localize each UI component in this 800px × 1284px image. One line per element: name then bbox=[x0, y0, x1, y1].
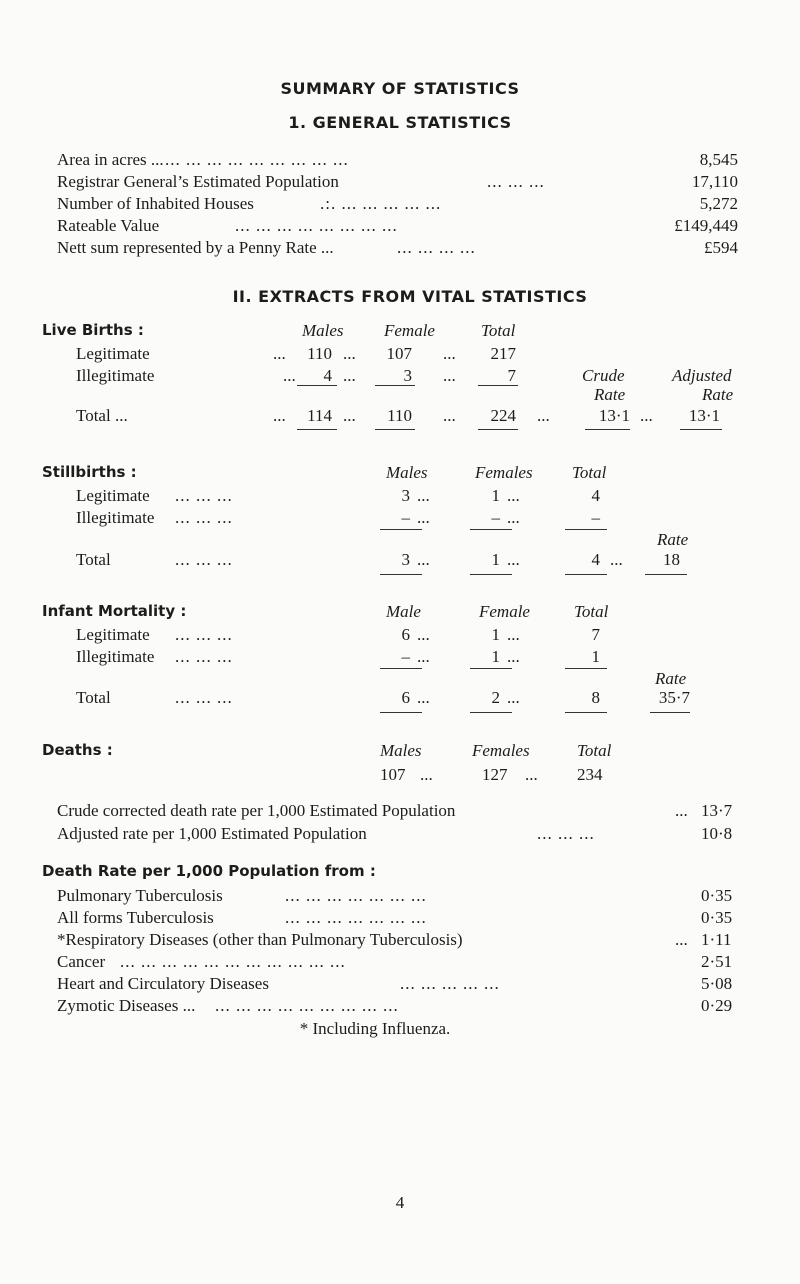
death-rate-label: Adjusted rate per 1,000 Estimated Population bbox=[57, 824, 367, 843]
footnote: * Including Influenza. bbox=[299, 1019, 451, 1038]
rate-value: 18 bbox=[663, 550, 680, 569]
row-label: Legitimate bbox=[76, 344, 150, 363]
cell-value: 1 bbox=[591, 647, 600, 666]
column-rule bbox=[470, 574, 512, 575]
dot-leader: ... bbox=[675, 930, 688, 949]
column-rule bbox=[380, 668, 422, 669]
dot-leader: ... ... ... ... ... ... ... ... ... bbox=[165, 150, 349, 169]
cell-value: 1 bbox=[491, 486, 500, 505]
row-label: Legitimate bbox=[76, 625, 150, 644]
cell-value: 6 bbox=[401, 688, 410, 707]
death-rate-label: Crude corrected death rate per 1,000 Estimated Population bbox=[57, 801, 456, 820]
rate-head: Rate bbox=[655, 669, 687, 688]
dot-leader: ... bbox=[343, 406, 356, 425]
cell-value: 2 bbox=[491, 688, 500, 707]
col-head: Female bbox=[384, 321, 435, 340]
cell-value: – bbox=[591, 508, 600, 527]
cell-value: – bbox=[401, 508, 410, 527]
general-value: 8,545 bbox=[699, 150, 738, 169]
cell-value: 110 bbox=[387, 406, 412, 425]
column-rule bbox=[380, 529, 422, 530]
adjusted-rate-value: 13·1 bbox=[688, 406, 720, 425]
death-rate-value: 10·8 bbox=[701, 824, 733, 843]
dot-leader: ... ... ... ... ... ... ... ... ... bbox=[215, 996, 399, 1015]
dot-leader: ... bbox=[343, 344, 356, 363]
column-rule bbox=[297, 429, 337, 430]
live-births-heading: Live Births : bbox=[42, 321, 144, 339]
cause-label: Pulmonary Tuberculosis bbox=[57, 886, 223, 905]
cell-value: 4 bbox=[323, 366, 332, 385]
dot-leader: ... bbox=[675, 801, 688, 820]
column-rule bbox=[297, 385, 337, 386]
col-head: Males bbox=[380, 741, 422, 760]
cell-value: 224 bbox=[490, 406, 516, 425]
dot-leader: ... bbox=[420, 765, 433, 784]
crude-rate-head: Rate bbox=[594, 385, 626, 404]
rate-value: 35·7 bbox=[658, 688, 690, 707]
dot-leader: ... ... ... ... ... bbox=[400, 974, 500, 993]
col-head: Females bbox=[472, 741, 530, 760]
dot-leader: ... bbox=[507, 486, 520, 505]
row-label: Legitimate bbox=[76, 486, 150, 505]
row-label: Total bbox=[76, 550, 111, 569]
column-rule bbox=[680, 429, 722, 430]
cell-value: 1 bbox=[491, 625, 500, 644]
dot-leader: ... ... ... bbox=[175, 508, 233, 527]
dot-leader: ... bbox=[443, 344, 456, 363]
dot-leader: ... ... ... bbox=[175, 550, 233, 569]
cell-value: 4 bbox=[591, 486, 600, 505]
deaths-heading: Deaths : bbox=[42, 741, 113, 759]
dot-leader: ... ... ... bbox=[175, 486, 233, 505]
general-value: £149,449 bbox=[674, 216, 738, 235]
cell-value: – bbox=[401, 647, 410, 666]
dot-leader: ... bbox=[507, 688, 520, 707]
dot-leader: ... bbox=[417, 486, 430, 505]
cell-value: 114 bbox=[307, 406, 332, 425]
column-rule bbox=[565, 668, 607, 669]
general-value: £594 bbox=[704, 238, 738, 257]
cell-value: – bbox=[491, 508, 500, 527]
col-head: Males bbox=[302, 321, 344, 340]
cell-value: 110 bbox=[307, 344, 332, 363]
dot-leader: ... bbox=[273, 406, 286, 425]
cause-value: 1·11 bbox=[701, 930, 732, 949]
cell-value: 6 bbox=[401, 625, 410, 644]
cell-value: 1 bbox=[491, 550, 500, 569]
dot-leader: ... ... ... bbox=[175, 625, 233, 644]
cause-label: Cancer bbox=[57, 952, 106, 971]
general-label: Rateable Value bbox=[57, 216, 160, 235]
death-rate-heading: Death Rate per 1,000 Population from : bbox=[42, 862, 376, 880]
column-rule bbox=[478, 429, 518, 430]
col-head: Total bbox=[574, 602, 609, 621]
column-rule bbox=[375, 385, 415, 386]
dot-leader: ... bbox=[507, 550, 520, 569]
column-rule bbox=[375, 429, 415, 430]
cause-label: All forms Tuberculosis bbox=[57, 908, 214, 927]
cause-value: 0·35 bbox=[701, 908, 733, 927]
column-rule bbox=[650, 712, 690, 713]
dot-leader: ... ... ... ... ... ... ... bbox=[285, 886, 427, 905]
col-head: Female bbox=[479, 602, 530, 621]
dot-leader: ... bbox=[417, 625, 430, 644]
dot-leader: ... bbox=[417, 647, 430, 666]
cell-value: 217 bbox=[490, 344, 516, 363]
row-label: Illegitimate bbox=[76, 647, 155, 666]
death-rate-value: 13·7 bbox=[701, 801, 733, 820]
general-label: Registrar General’s Estimated Population bbox=[57, 172, 339, 191]
column-rule bbox=[478, 385, 518, 386]
dot-leader: ... ... ... ... ... ... ... ... bbox=[235, 216, 398, 235]
dot-leader: ... bbox=[507, 625, 520, 644]
col-head: Total bbox=[572, 463, 607, 482]
dot-leader: ... bbox=[343, 366, 356, 385]
dot-leader: ... ... ... ... bbox=[397, 238, 476, 257]
dot-leader: ... ... ... ... ... ... ... ... ... ... ... bbox=[120, 952, 346, 971]
vital-statistics-heading: II. EXTRACTS FROM VITAL STATISTICS bbox=[232, 287, 588, 306]
column-rule bbox=[585, 429, 630, 430]
crude-rate-head: Crude bbox=[582, 366, 625, 385]
general-label: Number of Inhabited Houses bbox=[57, 194, 254, 213]
column-rule bbox=[470, 712, 512, 713]
row-label: Total bbox=[76, 688, 111, 707]
rate-head: Rate bbox=[657, 530, 689, 549]
cell-value: 7 bbox=[507, 366, 516, 385]
general-label: Area in acres ... bbox=[57, 150, 164, 169]
general-label: Nett sum represented by a Penny Rate ... bbox=[57, 238, 334, 257]
cell-value: 7 bbox=[591, 625, 600, 644]
infant-mortality-heading: Infant Mortality : bbox=[42, 602, 187, 620]
dot-leader: ... bbox=[525, 765, 538, 784]
cell-value: 127 bbox=[482, 765, 508, 784]
column-rule bbox=[565, 529, 607, 530]
row-label: Illegitimate bbox=[76, 508, 155, 527]
column-rule bbox=[565, 574, 607, 575]
dot-leader: ... bbox=[273, 344, 286, 363]
dot-leader: .:. ... ... ... ... ... bbox=[320, 194, 442, 213]
stillbirths-heading: Stillbirths : bbox=[42, 463, 137, 481]
crude-rate-value: 13·1 bbox=[598, 406, 630, 425]
dot-leader: ... bbox=[537, 406, 550, 425]
col-head: Total bbox=[481, 321, 516, 340]
cell-value: 107 bbox=[386, 344, 412, 363]
cell-value: 1 bbox=[491, 647, 500, 666]
dot-leader: ... bbox=[417, 688, 430, 707]
cell-value: 3 bbox=[401, 550, 410, 569]
dot-leader: ... ... ... bbox=[175, 647, 233, 666]
dot-leader: ... ... ... ... ... ... ... bbox=[285, 908, 427, 927]
dot-leader: ... bbox=[640, 406, 653, 425]
cause-value: 0·29 bbox=[701, 996, 733, 1015]
general-statistics-heading: 1. GENERAL STATISTICS bbox=[288, 113, 512, 132]
column-rule bbox=[380, 712, 422, 713]
cause-value: 5·08 bbox=[701, 974, 733, 993]
dot-leader: ... ... ... bbox=[175, 688, 233, 707]
adjusted-rate-head: Adjusted bbox=[672, 366, 732, 385]
dot-leader: ... ... ... bbox=[537, 824, 595, 843]
page-title: SUMMARY OF STATISTICS bbox=[280, 79, 520, 98]
cell-value: 3 bbox=[401, 486, 410, 505]
row-label: Total ... bbox=[76, 406, 128, 425]
adjusted-rate-head: Rate bbox=[702, 385, 734, 404]
column-rule bbox=[645, 574, 687, 575]
general-value: 17,110 bbox=[691, 172, 738, 191]
dot-leader: ... bbox=[507, 508, 520, 527]
col-head: Females bbox=[475, 463, 533, 482]
cell-value: 8 bbox=[591, 688, 600, 707]
dot-leader: ... bbox=[417, 508, 430, 527]
cell-value: 234 bbox=[577, 765, 603, 784]
dot-leader: ... bbox=[417, 550, 430, 569]
col-head: Male bbox=[386, 602, 421, 621]
cause-label: Zymotic Diseases ... bbox=[57, 996, 196, 1015]
column-rule bbox=[565, 712, 607, 713]
cell-value: 3 bbox=[403, 366, 412, 385]
dot-leader: ... bbox=[283, 366, 296, 385]
dot-leader: ... bbox=[443, 366, 456, 385]
cause-label: Heart and Circulatory Diseases bbox=[57, 974, 269, 993]
cause-label: *Respiratory Diseases (other than Pulmonary Tuberculosis) bbox=[57, 930, 463, 949]
col-head: Males bbox=[386, 463, 428, 482]
dot-leader: ... bbox=[507, 647, 520, 666]
cause-value: 0·35 bbox=[701, 886, 733, 905]
page-number: 4 bbox=[395, 1193, 405, 1212]
col-head: Total bbox=[577, 741, 612, 760]
row-label: Illegitimate bbox=[76, 366, 155, 385]
cause-value: 2·51 bbox=[701, 952, 733, 971]
dot-leader: ... bbox=[443, 406, 456, 425]
cell-value: 107 bbox=[380, 765, 406, 784]
dot-leader: ... bbox=[610, 550, 623, 569]
column-rule bbox=[470, 529, 512, 530]
dot-leader: ... ... ... bbox=[487, 172, 545, 191]
general-value: 5,272 bbox=[699, 194, 738, 213]
column-rule bbox=[380, 574, 422, 575]
column-rule bbox=[470, 668, 512, 669]
cell-value: 4 bbox=[591, 550, 600, 569]
